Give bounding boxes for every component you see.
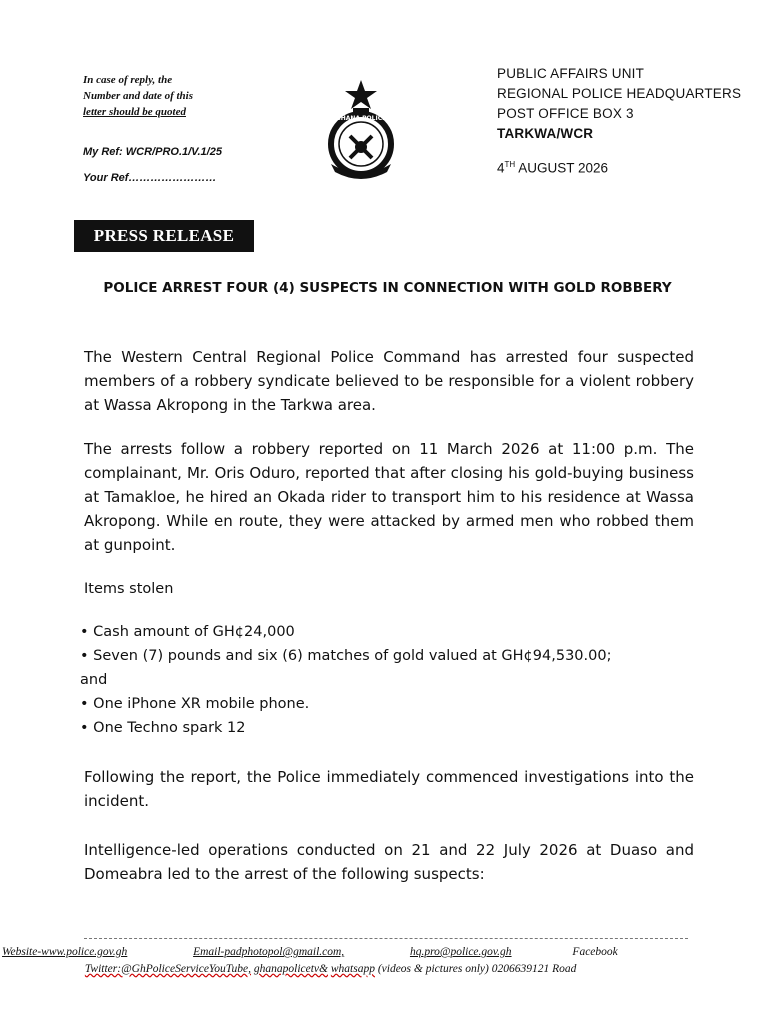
date-day: 4 xyxy=(497,160,505,176)
email-link[interactable]: Email-padphotopol@gmail.com, xyxy=(193,946,345,958)
address-line-4: TARKWA/WCR xyxy=(497,126,594,141)
twitter-youtube-label: Twitter:@GhPoliceServiceYouTube, xyxy=(84,963,252,975)
headline: POLICE ARREST FOUR (4) SUSPECTS IN CONNECTION WITH GOLD ROBBERY xyxy=(103,280,672,296)
paragraph-2: The arrests follow a robbery reported on 11 March 2026 at 11:00 p.m. The complainant, Mr. Oris Oduro, reported that after closing his gold-buying business at Tamakloe, he hired an Okada rider to transport him to his residence at Wassa Akropong. While en route, they were attacked by armed men who robbed them at gunpoint. xyxy=(84,440,694,554)
address-line-3: POST OFFICE BOX 3 xyxy=(497,106,634,121)
list-item: • Cash amount of GH¢24,000 xyxy=(80,624,295,640)
reply-note-line-1: In case of reply, the xyxy=(83,74,173,86)
your-ref: Your Ref…………………… xyxy=(83,172,217,184)
website-link[interactable]: Website-www.police.gov.gh xyxy=(2,946,128,958)
whatsapp-label: whatsapp xyxy=(330,963,375,975)
footer-divider xyxy=(84,938,688,939)
address-line-2: REGIONAL POLICE HEADQUARTERS xyxy=(497,86,742,101)
list-item: • Seven (7) pounds and six (6) matches of gold valued at GH¢94,530.00; xyxy=(80,648,612,664)
reply-note-line-3: letter should be quoted xyxy=(83,106,186,118)
paragraph-4: Intelligence-led operations conducted on 21 and 22 July 2026 at Duaso and Domeabra led to the arrest of the following suspects: xyxy=(84,841,694,883)
list-item: and xyxy=(80,672,108,688)
items-stolen-label: Items stolen xyxy=(84,581,174,597)
paragraph-1: The Western Central Regional Police Command has arrested four suspected members of a robbery syndicate believed to be responsible for a violent robbery at Wassa Akropong in the Tarkwa area. xyxy=(84,348,694,414)
reply-note xyxy=(83,72,193,120)
crest-text: GHANA POLICE xyxy=(335,115,387,122)
address-line-1: PUBLIC AFFAIRS UNIT xyxy=(497,66,645,81)
footer-line-2 xyxy=(2,963,772,975)
address-block xyxy=(497,64,741,144)
letter-date xyxy=(497,160,608,176)
hq-email-link[interactable]: hq.pro@police.gov.gh xyxy=(409,946,512,958)
list-item: • One iPhone XR mobile phone. xyxy=(80,696,310,712)
reply-note-line-2: Number and date of this xyxy=(83,90,194,102)
items-list xyxy=(80,620,611,740)
date-rest: AUGUST 2026 xyxy=(515,160,608,176)
channels-label: ghanapolicetv& xyxy=(253,963,328,975)
press-release-label: PRESS RELEASE xyxy=(74,220,254,252)
my-ref: My Ref: WCR/PRO.1/V.1/25 xyxy=(83,146,222,158)
contact-label: (videos & pictures only) 0206639121 Road xyxy=(377,963,577,975)
paragraph-3: Following the report, the Police immediately commenced investigations into the incident. xyxy=(84,768,694,810)
date-suffix: TH xyxy=(504,160,516,169)
ghana-police-crest-icon xyxy=(317,78,405,186)
list-item: • One Techno spark 12 xyxy=(80,720,246,736)
footer-line-1 xyxy=(2,946,772,958)
facebook-label: Facebook xyxy=(572,946,618,958)
